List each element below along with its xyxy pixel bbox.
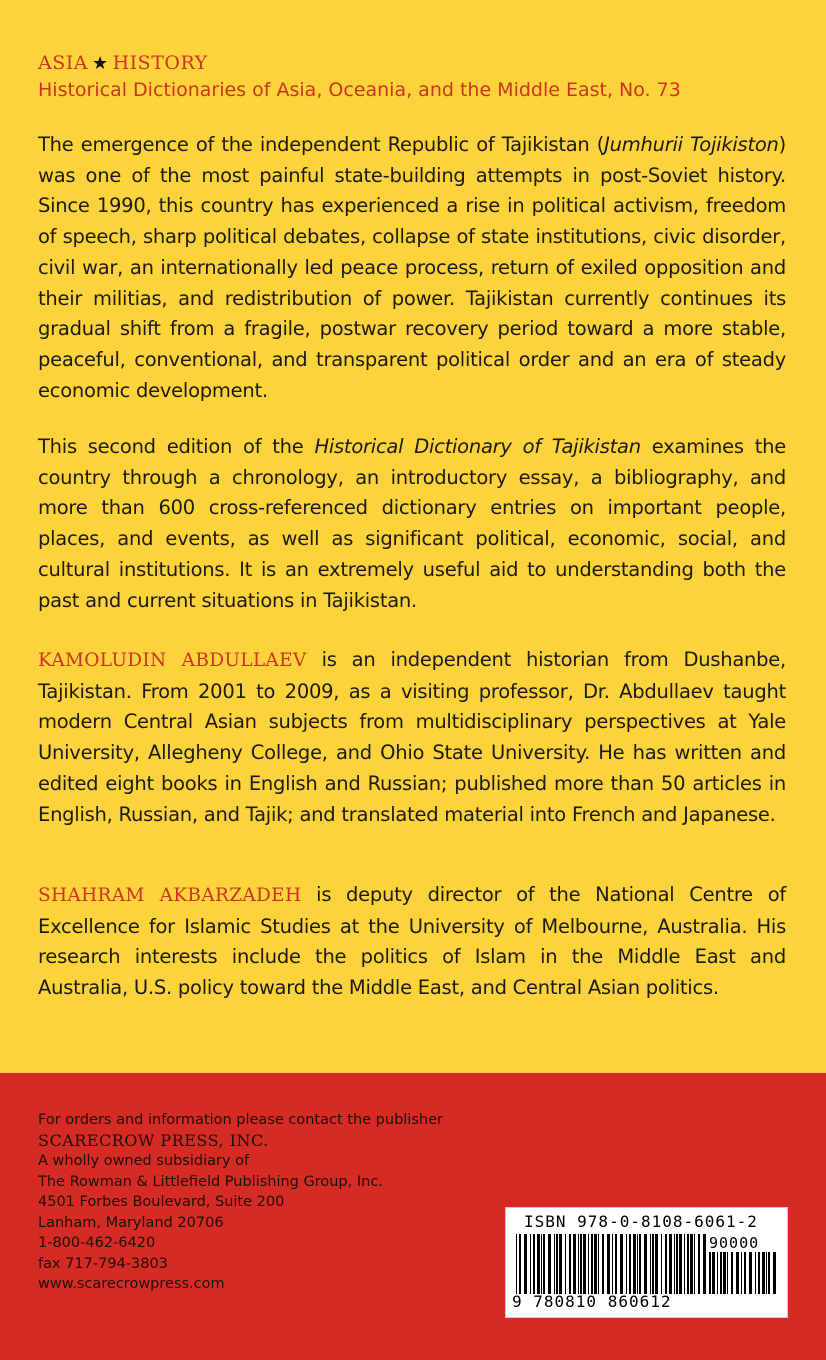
barcode-bar xyxy=(637,1234,638,1294)
series-header xyxy=(38,50,681,104)
publisher-website[interactable]: www.scarecrowpress.com xyxy=(38,1276,225,1292)
barcode-bar xyxy=(573,1234,576,1294)
publisher-intro: For orders and information please contact the publisher xyxy=(38,1112,443,1128)
barcode-bar xyxy=(602,1234,604,1294)
barcode-bar xyxy=(709,1252,711,1294)
barcode-bar xyxy=(741,1252,742,1294)
barcode-bar xyxy=(768,1252,770,1294)
publisher-info: For orders and information please contact the publisher SCARECROW PRESS, INC. A wholly owned subsidiary of The Rowman & Littlefield Publishing Group, Inc. 4501 Forbes Boulevard, Suite 200 Lanham, Maryland 20706 1-800-462-6420 fax 717-794-3803 www.scarecrowpress.com xyxy=(38,1110,443,1295)
barcode-bar xyxy=(698,1234,700,1294)
barcode-bar xyxy=(598,1234,599,1294)
barcode-bar xyxy=(565,1234,566,1294)
barcode-bar xyxy=(615,1234,617,1294)
barcode-bar xyxy=(639,1234,641,1294)
author-bio-2: SHAHRAM AKBARZADEH is deputy director of the National Centre of Excellence for Islamic Studies at the University of Melbourne, Australia. His research interests include the politics of Islam in the Middle East and Australia, U.S. policy toward the Middle East, and Central Asian politics. xyxy=(38,883,786,1000)
barcode-bar xyxy=(744,1252,746,1294)
publisher-fax: fax 717-794-3803 xyxy=(38,1255,168,1272)
barcode-bar xyxy=(530,1234,531,1294)
barcode-bar xyxy=(687,1234,689,1294)
publisher-phone: 1-800-462-6420 xyxy=(38,1235,156,1251)
barcode-bar xyxy=(612,1234,613,1294)
isbn-text: ISBN 978-0-8108-6061-2 xyxy=(524,1212,758,1231)
barcode-bar xyxy=(588,1234,589,1294)
barcode-bar xyxy=(583,1234,586,1294)
author-name: SHAHRAM AKBARZADEH xyxy=(38,885,302,906)
barcode-bar xyxy=(626,1234,627,1294)
isbn-barcode xyxy=(505,1207,788,1318)
description-paragraph-1: The emergence of the independent Republic of Tajikistan (Jumhurii Tojikiston) was one of the most painful state-building attempts in post-Soviet history. Since 1990, this country has experienced a rise in political activism, freedom of speech, sharp political debates, collapse of state institutions, civic disorder, civil war, an internationally led peace process, return of exiled opposition and their militias, and redistribution of power. Tajikistan currently continues its gradual shift from a fragile, postwar recovery period toward a more stable, peaceful, conventional, and transparent political order and an era of steady economic development. xyxy=(38,133,786,402)
barcode-bar xyxy=(607,1234,610,1294)
barcode-bar xyxy=(533,1234,535,1294)
barcode-bars xyxy=(516,1234,710,1294)
barcode-bar xyxy=(766,1252,767,1294)
barcode-bar xyxy=(569,1234,571,1294)
author-bio-1: KAMOLUDIN ABDULLAEV is an independent historian from Dushanbe, Tajikistan. From 2001 to 2009, as a visiting professor, Dr. Abdullaev taught modern Central Asian subjects from multidisciplinary perspectives at Yale University, Allegheny College, and Ohio State University. He has written and edited eight books in English and Russian; published more than 50 articles in English, Russian, and Tajik; and translated material into French and Japanese. xyxy=(38,648,786,826)
barcode-bar xyxy=(679,1234,682,1294)
barcode-bar xyxy=(652,1234,654,1294)
barcode-bar xyxy=(578,1234,579,1294)
barcode-bar xyxy=(537,1234,540,1294)
book-title: Historical Dictionary of Tajikistan xyxy=(314,435,641,458)
barcode-bar xyxy=(755,1252,756,1294)
barcode-bar xyxy=(723,1252,726,1294)
barcode-bar xyxy=(736,1252,739,1294)
barcode-bar xyxy=(762,1252,765,1294)
barcode-bar xyxy=(674,1234,675,1294)
author-name: KAMOLUDIN ABDULLAEV xyxy=(38,650,307,671)
barcode-bar xyxy=(712,1252,715,1294)
barcode-bar xyxy=(650,1234,651,1294)
barcode-bar xyxy=(644,1234,647,1294)
ean-number: 9 780810 860612 xyxy=(512,1292,672,1311)
barcode-bar xyxy=(594,1234,597,1294)
barcode-bar xyxy=(690,1234,693,1294)
description-paragraph-2: This second edition of the Historical Dictionary of Tajikistan examines the country through a chronology, an introductory essay, a bibliography, and more than 600 cross-referenced dictionary entries on important people, places, and events, as well as significant political, economic, social, and cultural institutions. It is an extremely useful aid to understanding both the past and current situations in Tajikistan. xyxy=(38,435,786,612)
barcode-bar xyxy=(556,1234,558,1294)
barcode-bar xyxy=(629,1234,631,1294)
barcode-bar xyxy=(580,1234,582,1294)
barcode-bar xyxy=(519,1234,521,1294)
barcode-bar xyxy=(773,1252,776,1294)
barcode-bar xyxy=(669,1234,672,1294)
native-name: Jumhurii Tojikiston xyxy=(604,133,779,156)
barcode-bar xyxy=(620,1234,623,1294)
barcode-bar xyxy=(516,1234,517,1294)
barcode-bar xyxy=(633,1234,636,1294)
barcode-bar xyxy=(661,1234,662,1294)
barcode-bar xyxy=(749,1252,752,1294)
price-code: 90000 xyxy=(709,1234,760,1252)
barcode-bar xyxy=(727,1252,728,1294)
series-subtitle: Historical Dictionaries of Asia, Oceania, and the Middle East, No. 73 xyxy=(38,79,681,101)
barcode-bar xyxy=(758,1252,760,1294)
barcode-bar xyxy=(591,1234,593,1294)
barcode-bar xyxy=(731,1252,733,1294)
addon-barcode-bars xyxy=(709,1252,779,1294)
barcode-bar xyxy=(720,1252,722,1294)
barcode-bar xyxy=(703,1234,706,1294)
barcode-bar xyxy=(676,1234,678,1294)
barcode-bar xyxy=(694,1234,695,1294)
barcode-bar xyxy=(559,1234,562,1294)
barcode-bar xyxy=(665,1234,667,1294)
barcode-bar xyxy=(524,1234,527,1294)
barcode-bar xyxy=(684,1234,685,1294)
barcode-bar xyxy=(548,1234,551,1294)
series-label: ASIA ★ HISTORY xyxy=(38,52,208,74)
publisher-name: SCARECROW PRESS, INC. xyxy=(38,1130,269,1150)
barcode-bar xyxy=(717,1252,718,1294)
barcode-bar xyxy=(655,1234,658,1294)
barcode-bar xyxy=(543,1234,545,1294)
barcode-bar xyxy=(541,1234,542,1294)
barcode-bar xyxy=(554,1234,555,1294)
star-icon: ★ xyxy=(91,53,109,74)
